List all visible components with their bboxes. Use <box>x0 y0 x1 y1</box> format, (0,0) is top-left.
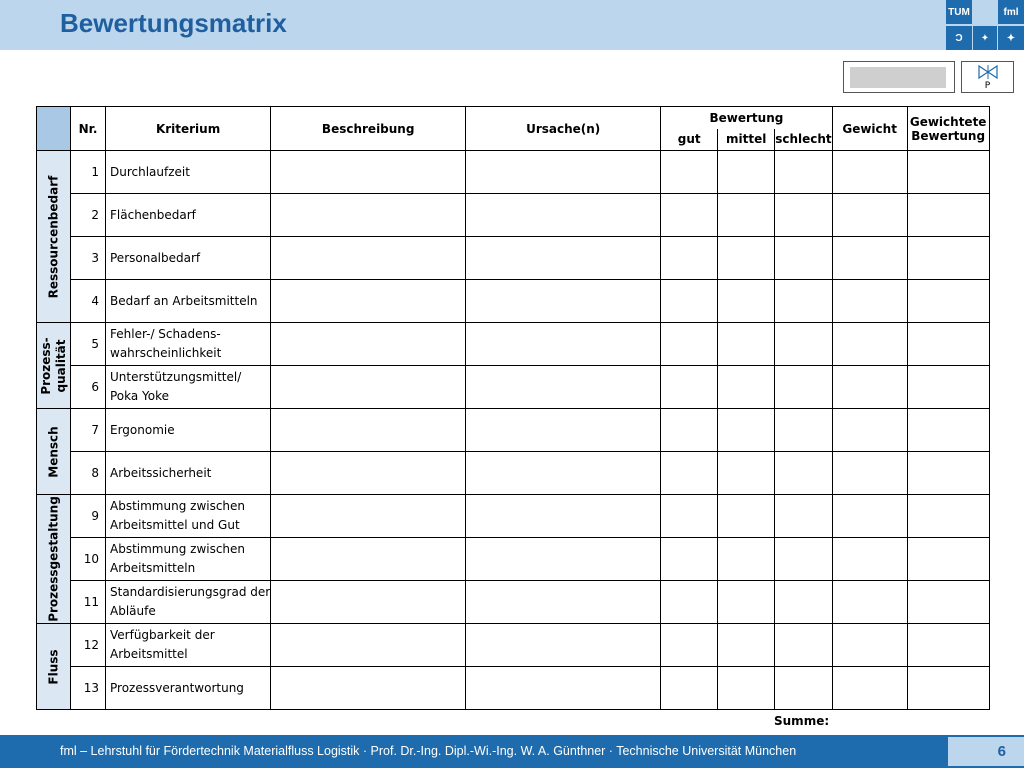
cell-ursache[interactable] <box>466 452 661 495</box>
row-nr: 12 <box>71 624 106 667</box>
cell-gewichtete-bewertung[interactable] <box>907 667 989 710</box>
cell-schlecht[interactable] <box>775 366 832 409</box>
cell-gut[interactable] <box>661 366 718 409</box>
cell-beschreibung[interactable] <box>271 151 466 194</box>
row-kriterium: Abstimmung zwischen Arbeitsmitteln <box>106 538 271 581</box>
cell-ursache[interactable] <box>466 237 661 280</box>
cell-mittel[interactable] <box>718 151 775 194</box>
logo-star-icon: ✦ <box>973 26 997 50</box>
cell-ursache[interactable] <box>466 495 661 538</box>
cell-ursache[interactable] <box>466 624 661 667</box>
table-row <box>37 495 990 538</box>
cell-mittel[interactable] <box>718 194 775 237</box>
cell-gut[interactable] <box>661 495 718 538</box>
cell-gewicht[interactable] <box>832 624 907 667</box>
row-kriterium: Durchlaufzeit <box>106 151 271 194</box>
cell-beschreibung[interactable] <box>271 624 466 667</box>
row-nr: 2 <box>71 194 106 237</box>
group-prozessgestaltung <box>37 495 71 624</box>
table-row <box>37 581 990 624</box>
header-beschreibung: Beschreibung <box>271 107 466 151</box>
group-prozessqualitaet <box>37 323 71 409</box>
cell-mittel[interactable] <box>718 624 775 667</box>
header-gut: gut <box>661 129 718 151</box>
group-ressourcenbedarf <box>37 151 71 323</box>
slide-footer <box>0 735 1024 768</box>
cell-mittel[interactable] <box>718 323 775 366</box>
cell-mittel[interactable] <box>718 667 775 710</box>
cell-ursache[interactable] <box>466 581 661 624</box>
table-row <box>37 237 990 280</box>
cell-gewichtete-bewertung[interactable] <box>907 624 989 667</box>
matrix-body <box>37 151 990 710</box>
cell-gut[interactable] <box>661 237 718 280</box>
row-nr: 7 <box>71 409 106 452</box>
row-kriterium: Bedarf an Arbeitsmitteln <box>106 280 271 323</box>
cell-gut[interactable] <box>661 280 718 323</box>
cell-schlecht[interactable] <box>775 495 832 538</box>
cell-beschreibung[interactable] <box>271 495 466 538</box>
corner-cell <box>37 107 71 151</box>
row-kriterium: Ergonomie <box>106 409 271 452</box>
row-nr: 4 <box>71 280 106 323</box>
cell-mittel[interactable] <box>718 452 775 495</box>
cell-gewicht[interactable] <box>832 495 907 538</box>
table-row <box>37 194 990 237</box>
header-bewertung: Bewertung <box>661 107 832 129</box>
cell-mittel[interactable] <box>718 409 775 452</box>
cell-gewichtete-bewertung[interactable] <box>907 581 989 624</box>
cell-schlecht[interactable] <box>775 237 832 280</box>
cell-mittel[interactable] <box>718 495 775 538</box>
cell-gewichtete-bewertung[interactable] <box>907 366 989 409</box>
cell-gewicht[interactable] <box>832 538 907 581</box>
row-kriterium: Fehler-/ Schadens- wahrscheinlichkeit <box>106 323 271 366</box>
group-label: Mensch <box>46 425 60 478</box>
summe-label: Summe: <box>774 714 830 728</box>
cell-beschreibung[interactable] <box>271 323 466 366</box>
row-nr: 9 <box>71 495 106 538</box>
cell-beschreibung[interactable] <box>271 667 466 710</box>
cell-schlecht[interactable] <box>775 624 832 667</box>
row-kriterium: Standardisierungsgrad der Abläufe <box>106 581 271 624</box>
row-nr: 13 <box>71 667 106 710</box>
header-kriterium: Kriterium <box>106 107 271 151</box>
row-nr: 11 <box>71 581 106 624</box>
cell-gut[interactable] <box>661 581 718 624</box>
cell-ursache[interactable] <box>466 409 661 452</box>
cell-schlecht[interactable] <box>775 280 832 323</box>
valve-icon <box>978 64 998 80</box>
cell-schlecht[interactable] <box>775 538 832 581</box>
table-row <box>37 366 990 409</box>
page-title: Bewertungsmatrix <box>60 8 287 38</box>
row-kriterium: Verfügbarkeit der Arbeitsmittel <box>106 624 271 667</box>
header-gewicht: Gewicht <box>832 107 907 151</box>
cell-gewicht[interactable] <box>832 194 907 237</box>
cell-mittel[interactable] <box>718 581 775 624</box>
cell-schlecht[interactable] <box>775 151 832 194</box>
group-label: Fluss <box>46 648 60 685</box>
header-gewichtete-bewertung: Gewichtete Bewertung <box>907 107 989 151</box>
row-kriterium: Personalbedarf <box>106 237 271 280</box>
cell-gut[interactable] <box>661 409 718 452</box>
cell-gewichtete-bewertung[interactable] <box>907 495 989 538</box>
cell-gewichtete-bewertung[interactable] <box>907 280 989 323</box>
header-nr: Nr. <box>71 107 106 151</box>
header-schlecht: schlecht <box>775 129 832 151</box>
legend-icon-label: P <box>984 81 991 91</box>
table-row <box>37 280 990 323</box>
cell-ursache[interactable] <box>466 538 661 581</box>
fml-logo-glyph: ✦ <box>998 26 1024 50</box>
legend-gray-field <box>850 67 946 88</box>
cell-beschreibung[interactable] <box>271 581 466 624</box>
cell-gewichtete-bewertung[interactable] <box>907 538 989 581</box>
cell-beschreibung[interactable] <box>271 452 466 495</box>
cell-beschreibung[interactable] <box>271 237 466 280</box>
cell-gewicht[interactable] <box>832 280 907 323</box>
cell-mittel[interactable] <box>718 280 775 323</box>
cell-mittel[interactable] <box>718 538 775 581</box>
page-number-box <box>948 737 1024 766</box>
cell-schlecht[interactable] <box>775 323 832 366</box>
cell-schlecht[interactable] <box>775 667 832 710</box>
row-kriterium: Unterstützungsmittel/ Poka Yoke <box>106 366 271 409</box>
cell-gut[interactable] <box>661 538 718 581</box>
cell-gut[interactable] <box>661 452 718 495</box>
group-mensch <box>37 409 71 495</box>
cell-gewichtete-bewertung[interactable] <box>907 194 989 237</box>
cell-schlecht[interactable] <box>775 194 832 237</box>
row-kriterium: Prozessverantwortung <box>106 667 271 710</box>
table-row <box>37 538 990 581</box>
cell-gewicht[interactable] <box>832 366 907 409</box>
row-kriterium: Flächenbedarf <box>106 194 271 237</box>
cell-beschreibung[interactable] <box>271 194 466 237</box>
cell-gewicht[interactable] <box>832 581 907 624</box>
cell-ursache[interactable] <box>466 280 661 323</box>
page-number: 6 <box>997 743 1006 760</box>
cell-schlecht[interactable] <box>775 452 832 495</box>
table-row <box>37 667 990 710</box>
cell-gewicht[interactable] <box>832 409 907 452</box>
group-label: Prozessgestaltung <box>46 496 60 622</box>
cell-beschreibung[interactable] <box>271 366 466 409</box>
logo-connector <box>973 0 997 50</box>
cell-gewicht[interactable] <box>832 237 907 280</box>
group-label: Prozess- qualität <box>38 336 68 395</box>
evaluation-matrix <box>36 106 990 710</box>
cell-mittel[interactable] <box>718 237 775 280</box>
cell-gewicht[interactable] <box>832 323 907 366</box>
cell-schlecht[interactable] <box>775 409 832 452</box>
cell-ursache[interactable] <box>466 366 661 409</box>
row-kriterium: Abstimmung zwischen Arbeitsmittel und Gut <box>106 495 271 538</box>
header-ursache: Ursache(n) <box>466 107 661 151</box>
fml-logo <box>998 0 1024 50</box>
cell-ursache[interactable] <box>466 151 661 194</box>
footer-text: fml – Lehrstuhl für Fördertechnik Materialfluss Logistik · Prof. Dr.-Ing. Dipl.-Wi.-Ing. W. A. Günthner · Technische Universität München <box>60 744 797 758</box>
cell-ursache[interactable] <box>466 667 661 710</box>
cell-beschreibung[interactable] <box>271 538 466 581</box>
cell-gut[interactable] <box>661 323 718 366</box>
cell-gewicht[interactable] <box>832 452 907 495</box>
cell-gewichtete-bewertung[interactable] <box>907 323 989 366</box>
cell-gut[interactable] <box>661 151 718 194</box>
cell-gewichtete-bewertung[interactable] <box>907 237 989 280</box>
header-mittel: mittel <box>718 129 775 151</box>
row-nr: 3 <box>71 237 106 280</box>
legend-icon-box <box>961 61 1014 93</box>
group-fluss <box>37 624 71 710</box>
cell-mittel[interactable] <box>718 366 775 409</box>
row-nr: 10 <box>71 538 106 581</box>
row-nr: 1 <box>71 151 106 194</box>
table-row <box>37 452 990 495</box>
cell-ursache[interactable] <box>466 194 661 237</box>
cell-gewichtete-bewertung[interactable] <box>907 151 989 194</box>
tum-logo-glyph: Ɔ <box>946 26 972 50</box>
row-nr: 8 <box>71 452 106 495</box>
row-kriterium: Arbeitssicherheit <box>106 452 271 495</box>
table-row <box>37 151 990 194</box>
cell-gewichtete-bewertung[interactable] <box>907 409 989 452</box>
tum-logo-text: TUM <box>946 0 972 24</box>
table-row <box>37 409 990 452</box>
row-nr: 5 <box>71 323 106 366</box>
row-nr: 6 <box>71 366 106 409</box>
cell-beschreibung[interactable] <box>271 280 466 323</box>
cell-gewicht[interactable] <box>832 151 907 194</box>
group-label: Ressourcenbedarf <box>46 175 60 298</box>
cell-schlecht[interactable] <box>775 581 832 624</box>
cell-gut[interactable] <box>661 624 718 667</box>
cell-gut[interactable] <box>661 194 718 237</box>
table-row <box>37 323 990 366</box>
cell-ursache[interactable] <box>466 323 661 366</box>
tum-logo <box>946 0 972 50</box>
cell-gewicht[interactable] <box>832 667 907 710</box>
cell-gewichtete-bewertung[interactable] <box>907 452 989 495</box>
cell-beschreibung[interactable] <box>271 409 466 452</box>
slide-header <box>0 0 1024 50</box>
cell-gut[interactable] <box>661 667 718 710</box>
table-row <box>37 624 990 667</box>
fml-logo-text: fml <box>998 0 1024 24</box>
